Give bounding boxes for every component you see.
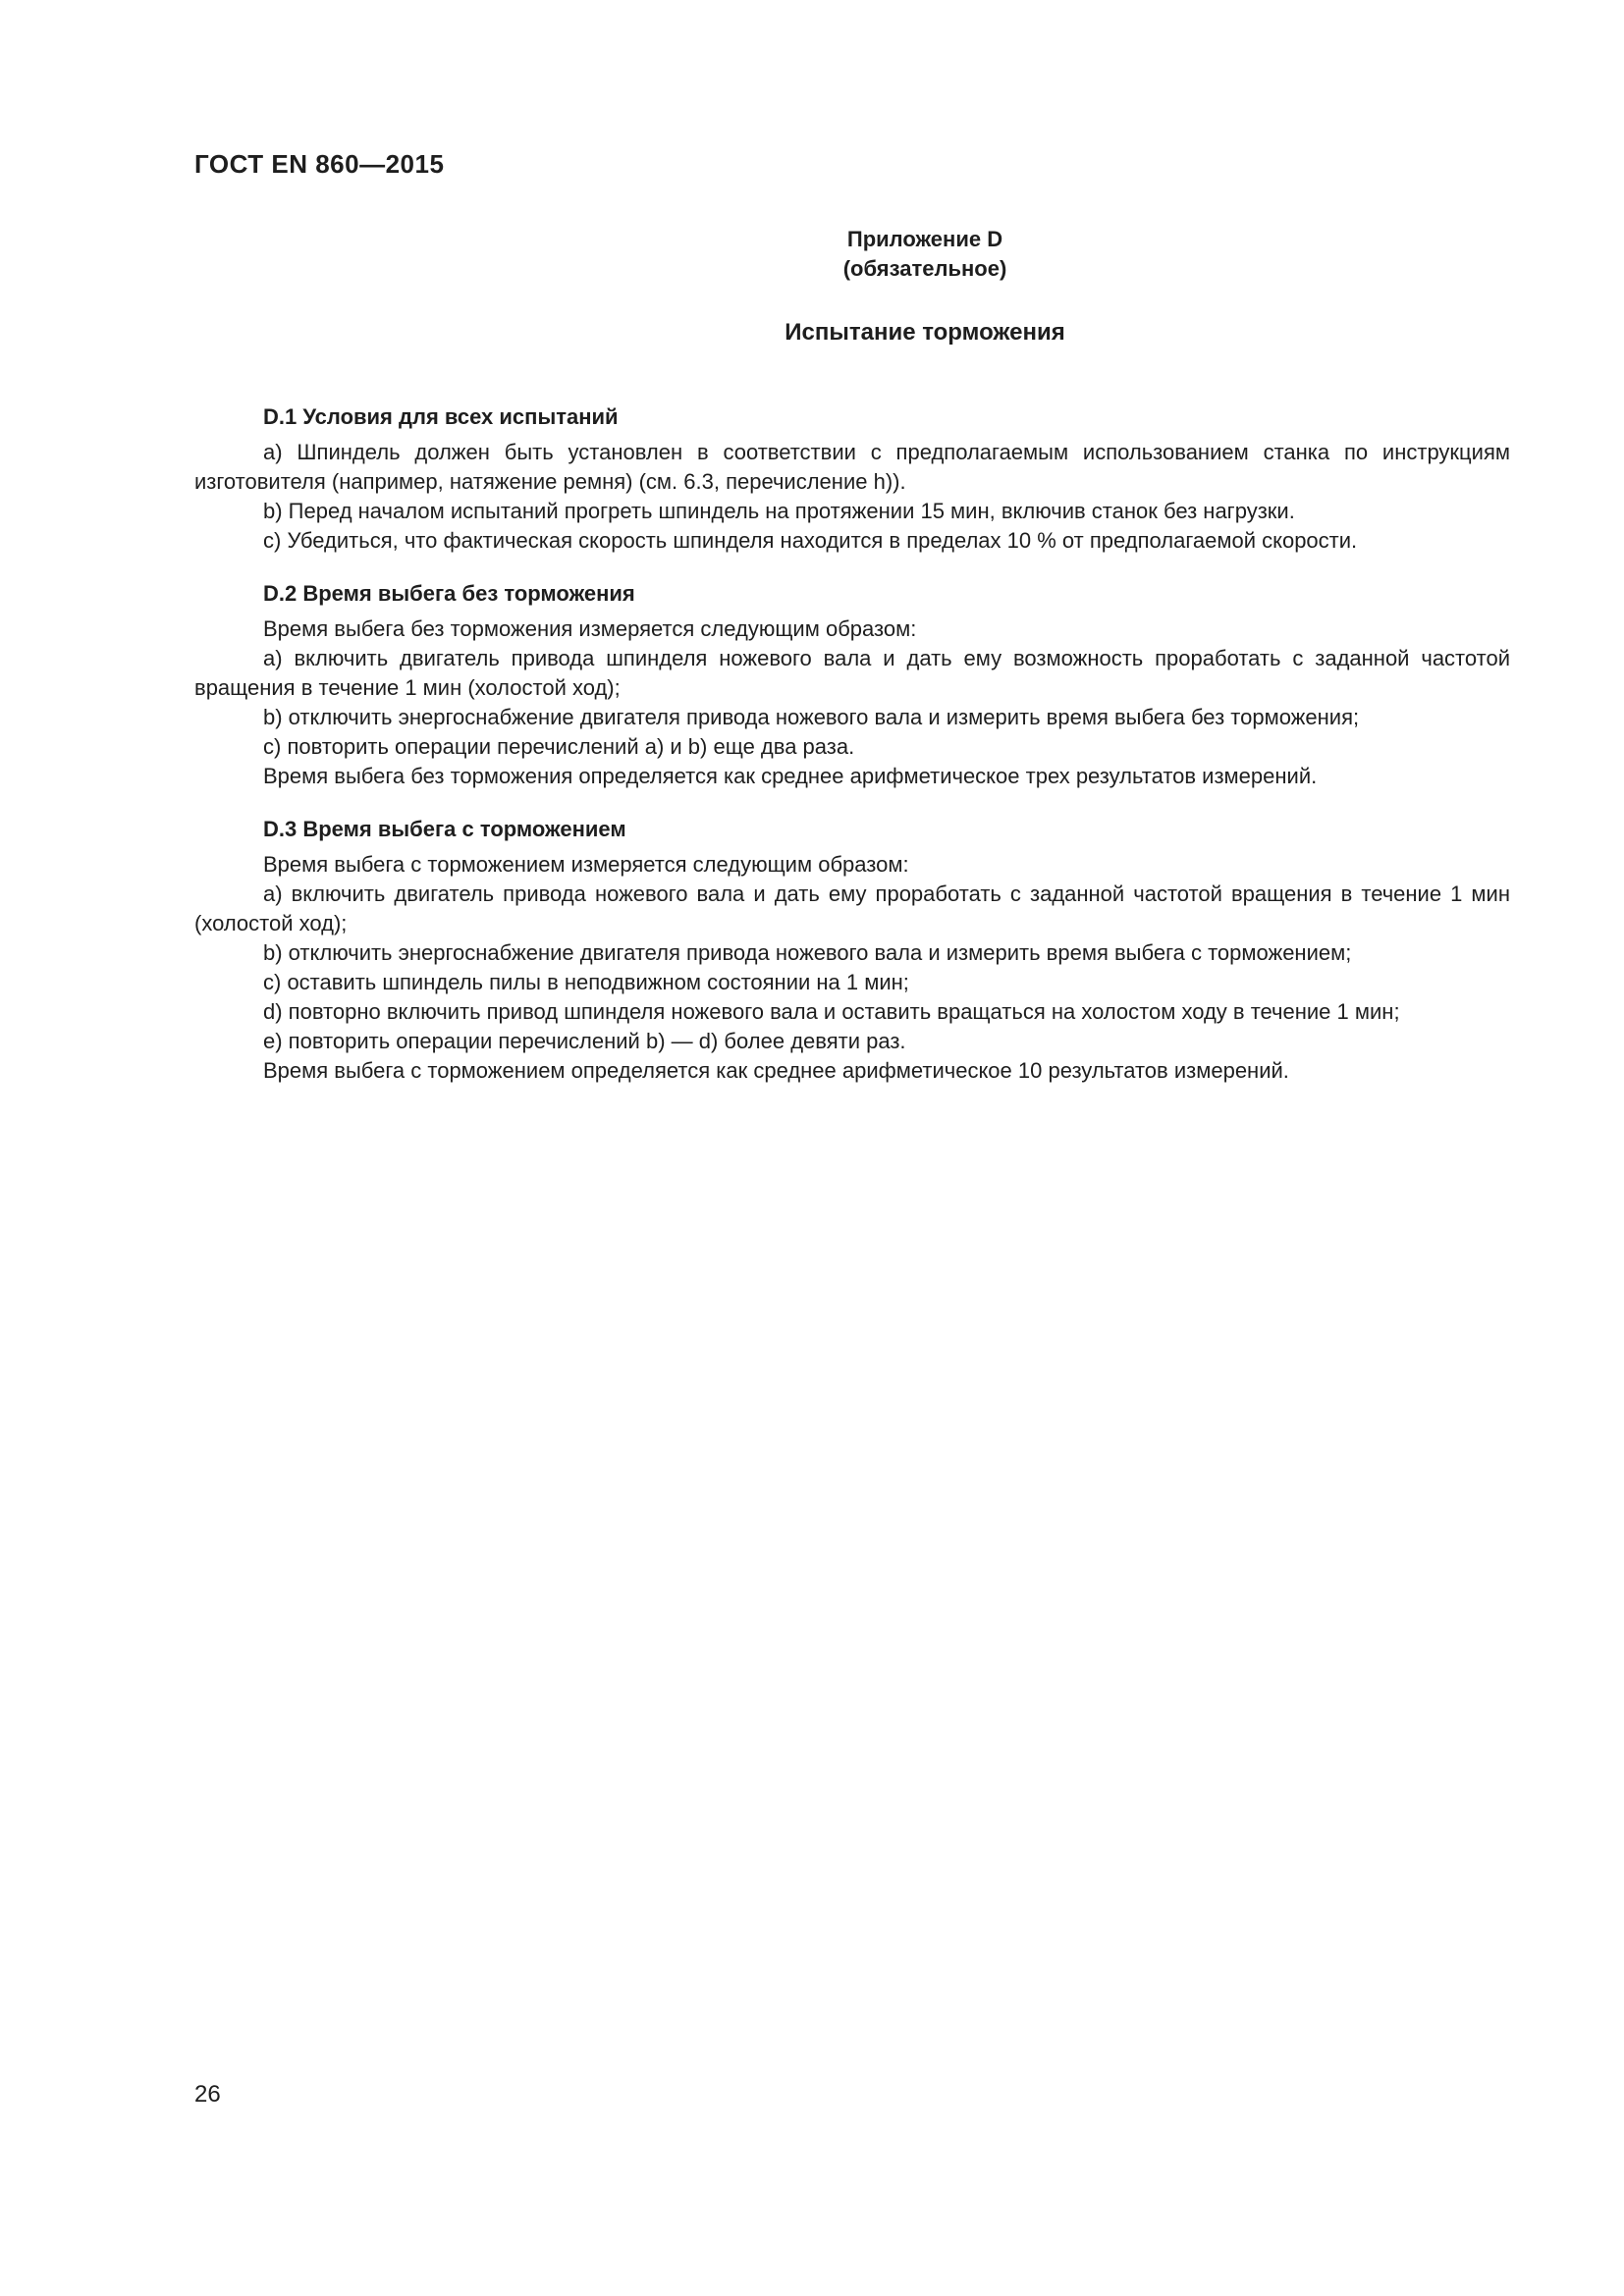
section-heading: D.1 Условия для всех испытаний — [263, 404, 619, 429]
paragraph: Время выбега с торможением измеряется следующим образом: — [263, 852, 909, 877]
section-heading: D.2 Время выбега без торможения — [263, 581, 635, 606]
paragraph: b) Перед началом испытаний прогреть шпиндель на протяжении 15 мин, включив станок без нагрузки. — [263, 499, 1295, 523]
paragraph: d) повторно включить привод шпинделя ножевого вала и оставить вращаться на холостом ходу в течение 1 мин; — [263, 999, 1400, 1024]
section-d2 — [194, 567, 1510, 791]
appendix-title: Испытание торможения — [785, 319, 1065, 346]
appendix-heading — [0, 225, 1624, 284]
paragraph: с) повторить операции перечислений а) и b) еще два раза. — [263, 734, 855, 759]
paragraph: с) Убедиться, что фактическая скорость шпинделя находится в пределах 10 % от предполагаемой скорости. — [263, 528, 1358, 553]
document-header: ГОСТ EN 860—2015 — [194, 149, 445, 179]
paragraph: Время выбега без торможения определяется как среднее арифметическое трех результатов измерений. — [263, 764, 1318, 788]
section-d1 — [194, 391, 1510, 556]
paragraph: а) включить двигатель привода ножевого вала и дать ему проработать с заданной частотой вращения в течение 1 мин (холостой ход); — [194, 881, 1510, 935]
paragraph: Время выбега без торможения измеряется следующим образом: — [263, 616, 917, 641]
section-d3 — [194, 803, 1510, 1086]
paragraph: b) отключить энергоснабжение двигателя привода ножевого вала и измерить время выбега без торможения; — [263, 705, 1360, 729]
paragraph: b) отключить энергоснабжение двигателя привода ножевого вала и измерить время выбега с торможением; — [263, 940, 1352, 965]
paragraph: Время выбега с торможением определяется как среднее арифметическое 10 результатов измерений. — [263, 1058, 1289, 1083]
paragraph: е) повторить операции перечислений b) — d) более девяти раз. — [263, 1029, 906, 1053]
page-number: 26 — [194, 2081, 221, 2108]
section-heading: D.3 Время выбега с торможением — [263, 817, 626, 841]
appendix-label: Приложение D — [846, 227, 1003, 251]
paragraph: с) оставить шпиндель пилы в неподвижном состоянии на 1 мин; — [263, 970, 909, 994]
appendix-status: (обязательное) — [842, 256, 1007, 281]
paragraph: а) Шпиндель должен быть установлен в соответствии с предполагаемым использованием станка по инструкциям изготовителя (например, натяжение ремня) (см. 6.3, перечисление h)). — [194, 440, 1510, 494]
paragraph: а) включить двигатель привода шпинделя ножевого вала и дать ему возможность проработать с заданной частотой вращения в течение 1 мин (холостой ход); — [194, 646, 1510, 700]
